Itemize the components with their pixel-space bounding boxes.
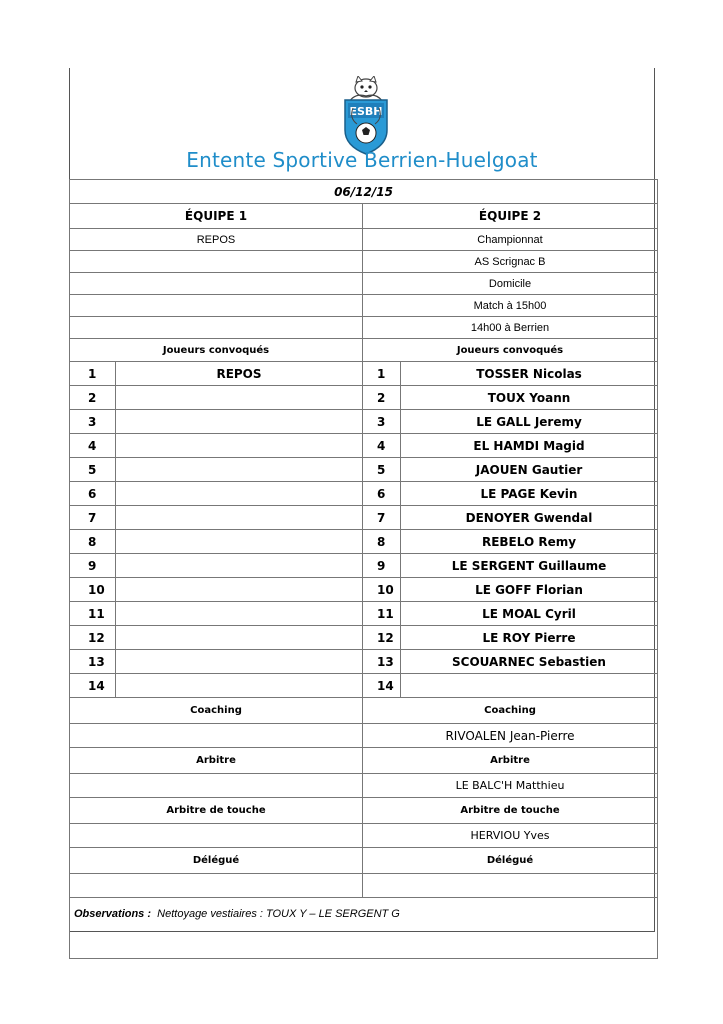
player-number: 11	[363, 602, 401, 626]
team1-header: ÉQUIPE 1	[70, 204, 363, 229]
club-title: Entente Sportive Berrien-Huelgoat	[186, 148, 538, 172]
player-row	[70, 410, 658, 434]
player-row	[70, 602, 658, 626]
team1-player: REPOS	[116, 362, 363, 386]
player-number: 5	[363, 458, 401, 482]
match-date: 06/12/15	[70, 180, 658, 204]
player-row	[70, 530, 658, 554]
player-row	[70, 674, 658, 698]
player-row	[70, 506, 658, 530]
team2-player: LE SERGENT Guillaume	[401, 554, 658, 578]
team1-player	[116, 386, 363, 410]
team1-player	[116, 602, 363, 626]
team2-player: LE ROY Pierre	[401, 626, 658, 650]
team2-meeting: 14h00 à Berrien	[363, 317, 658, 339]
player-number: 6	[363, 482, 401, 506]
team2-delegue-label: Délégué	[363, 848, 658, 874]
player-number: 10	[363, 578, 401, 602]
player-number: 13	[70, 650, 116, 674]
team1-player	[116, 506, 363, 530]
team2-player: EL HAMDI Magid	[401, 434, 658, 458]
team2-delegue	[363, 874, 658, 898]
team2-player: REBELO Remy	[401, 530, 658, 554]
team1-coaching	[70, 724, 363, 748]
team2-header: ÉQUIPE 2	[363, 204, 658, 229]
team2-arbitre-touche-label: Arbitre de touche	[363, 798, 658, 824]
team1-player	[116, 434, 363, 458]
player-row	[70, 362, 658, 386]
team1-info	[70, 273, 363, 295]
team1-arbitre	[70, 774, 363, 798]
player-row	[70, 650, 658, 674]
club-logo	[323, 76, 409, 158]
team1-player	[116, 482, 363, 506]
team1-arbitre-label: Arbitre	[70, 748, 363, 774]
player-number: 8	[70, 530, 116, 554]
player-row	[70, 386, 658, 410]
player-number: 3	[363, 410, 401, 434]
team1-player	[116, 674, 363, 698]
team1-info	[70, 251, 363, 273]
player-row	[70, 626, 658, 650]
team2-player: LE MOAL Cyril	[401, 602, 658, 626]
player-row	[70, 578, 658, 602]
player-number: 1	[363, 362, 401, 386]
team1-arbitre-touche	[70, 824, 363, 848]
team2-venue: Domicile	[363, 273, 658, 295]
team1-delegue	[70, 874, 363, 898]
player-number: 12	[363, 626, 401, 650]
team1-player	[116, 530, 363, 554]
player-number: 2	[70, 386, 116, 410]
team2-arbitre: LE BALC'H Matthieu	[363, 774, 658, 798]
player-number: 3	[70, 410, 116, 434]
player-number: 14	[70, 674, 116, 698]
player-row	[70, 458, 658, 482]
club-crest-icon	[323, 76, 409, 158]
player-number: 14	[363, 674, 401, 698]
team2-coaching-label: Coaching	[363, 698, 658, 724]
team2-coaching: RIVOALEN Jean-Pierre	[363, 724, 658, 748]
team2-players-label: Joueurs convoqués	[363, 339, 658, 362]
player-number: 10	[70, 578, 116, 602]
player-number: 7	[70, 506, 116, 530]
player-row	[70, 434, 658, 458]
player-row	[70, 554, 658, 578]
team1-info	[70, 317, 363, 339]
player-number: 12	[70, 626, 116, 650]
team2-player: LE GOFF Florian	[401, 578, 658, 602]
player-number: 7	[363, 506, 401, 530]
player-number: 11	[70, 602, 116, 626]
team2-arbitre-touche: HERVIOU Yves	[363, 824, 658, 848]
team2-opponent: AS Scrignac B	[363, 251, 658, 273]
team1-player	[116, 554, 363, 578]
player-row	[70, 482, 658, 506]
team1-coaching-label: Coaching	[70, 698, 363, 724]
player-number: 8	[363, 530, 401, 554]
player-number: 4	[363, 434, 401, 458]
team2-arbitre-label: Arbitre	[363, 748, 658, 774]
team2-player: SCOUARNEC Sebastien	[401, 650, 658, 674]
team1-player	[116, 626, 363, 650]
player-number: 13	[363, 650, 401, 674]
match-table	[69, 179, 658, 959]
player-number: 9	[70, 554, 116, 578]
player-number: 1	[70, 362, 116, 386]
team2-kickoff: Match à 15h00	[363, 295, 658, 317]
player-number: 2	[363, 386, 401, 410]
logo-text: ESBH	[349, 105, 383, 118]
team2-player: TOSSER Nicolas	[401, 362, 658, 386]
observations	[70, 898, 658, 959]
team2-player	[401, 674, 658, 698]
player-number: 5	[70, 458, 116, 482]
match-sheet	[69, 68, 655, 932]
team1-delegue-label: Délégué	[70, 848, 363, 874]
team1-player	[116, 650, 363, 674]
team1-player	[116, 410, 363, 434]
team1-arbitre-touche-label: Arbitre de touche	[70, 798, 363, 824]
player-number: 4	[70, 434, 116, 458]
team1-player	[116, 458, 363, 482]
team2-player: LE PAGE Kevin	[401, 482, 658, 506]
player-number: 6	[70, 482, 116, 506]
player-number: 9	[363, 554, 401, 578]
observations-label: Observations :	[74, 908, 152, 920]
observations-text: Nettoyage vestiaires : TOUX Y – LE SERGENT G	[157, 908, 400, 920]
team2-player: LE GALL Jeremy	[401, 410, 658, 434]
team1-info: REPOS	[70, 229, 363, 251]
team1-players-label: Joueurs convoqués	[70, 339, 363, 362]
team2-competition: Championnat	[363, 229, 658, 251]
team2-player: DENOYER Gwendal	[401, 506, 658, 530]
team1-info	[70, 295, 363, 317]
team2-player: TOUX Yoann	[401, 386, 658, 410]
team1-player	[116, 578, 363, 602]
team2-player: JAOUEN Gautier	[401, 458, 658, 482]
